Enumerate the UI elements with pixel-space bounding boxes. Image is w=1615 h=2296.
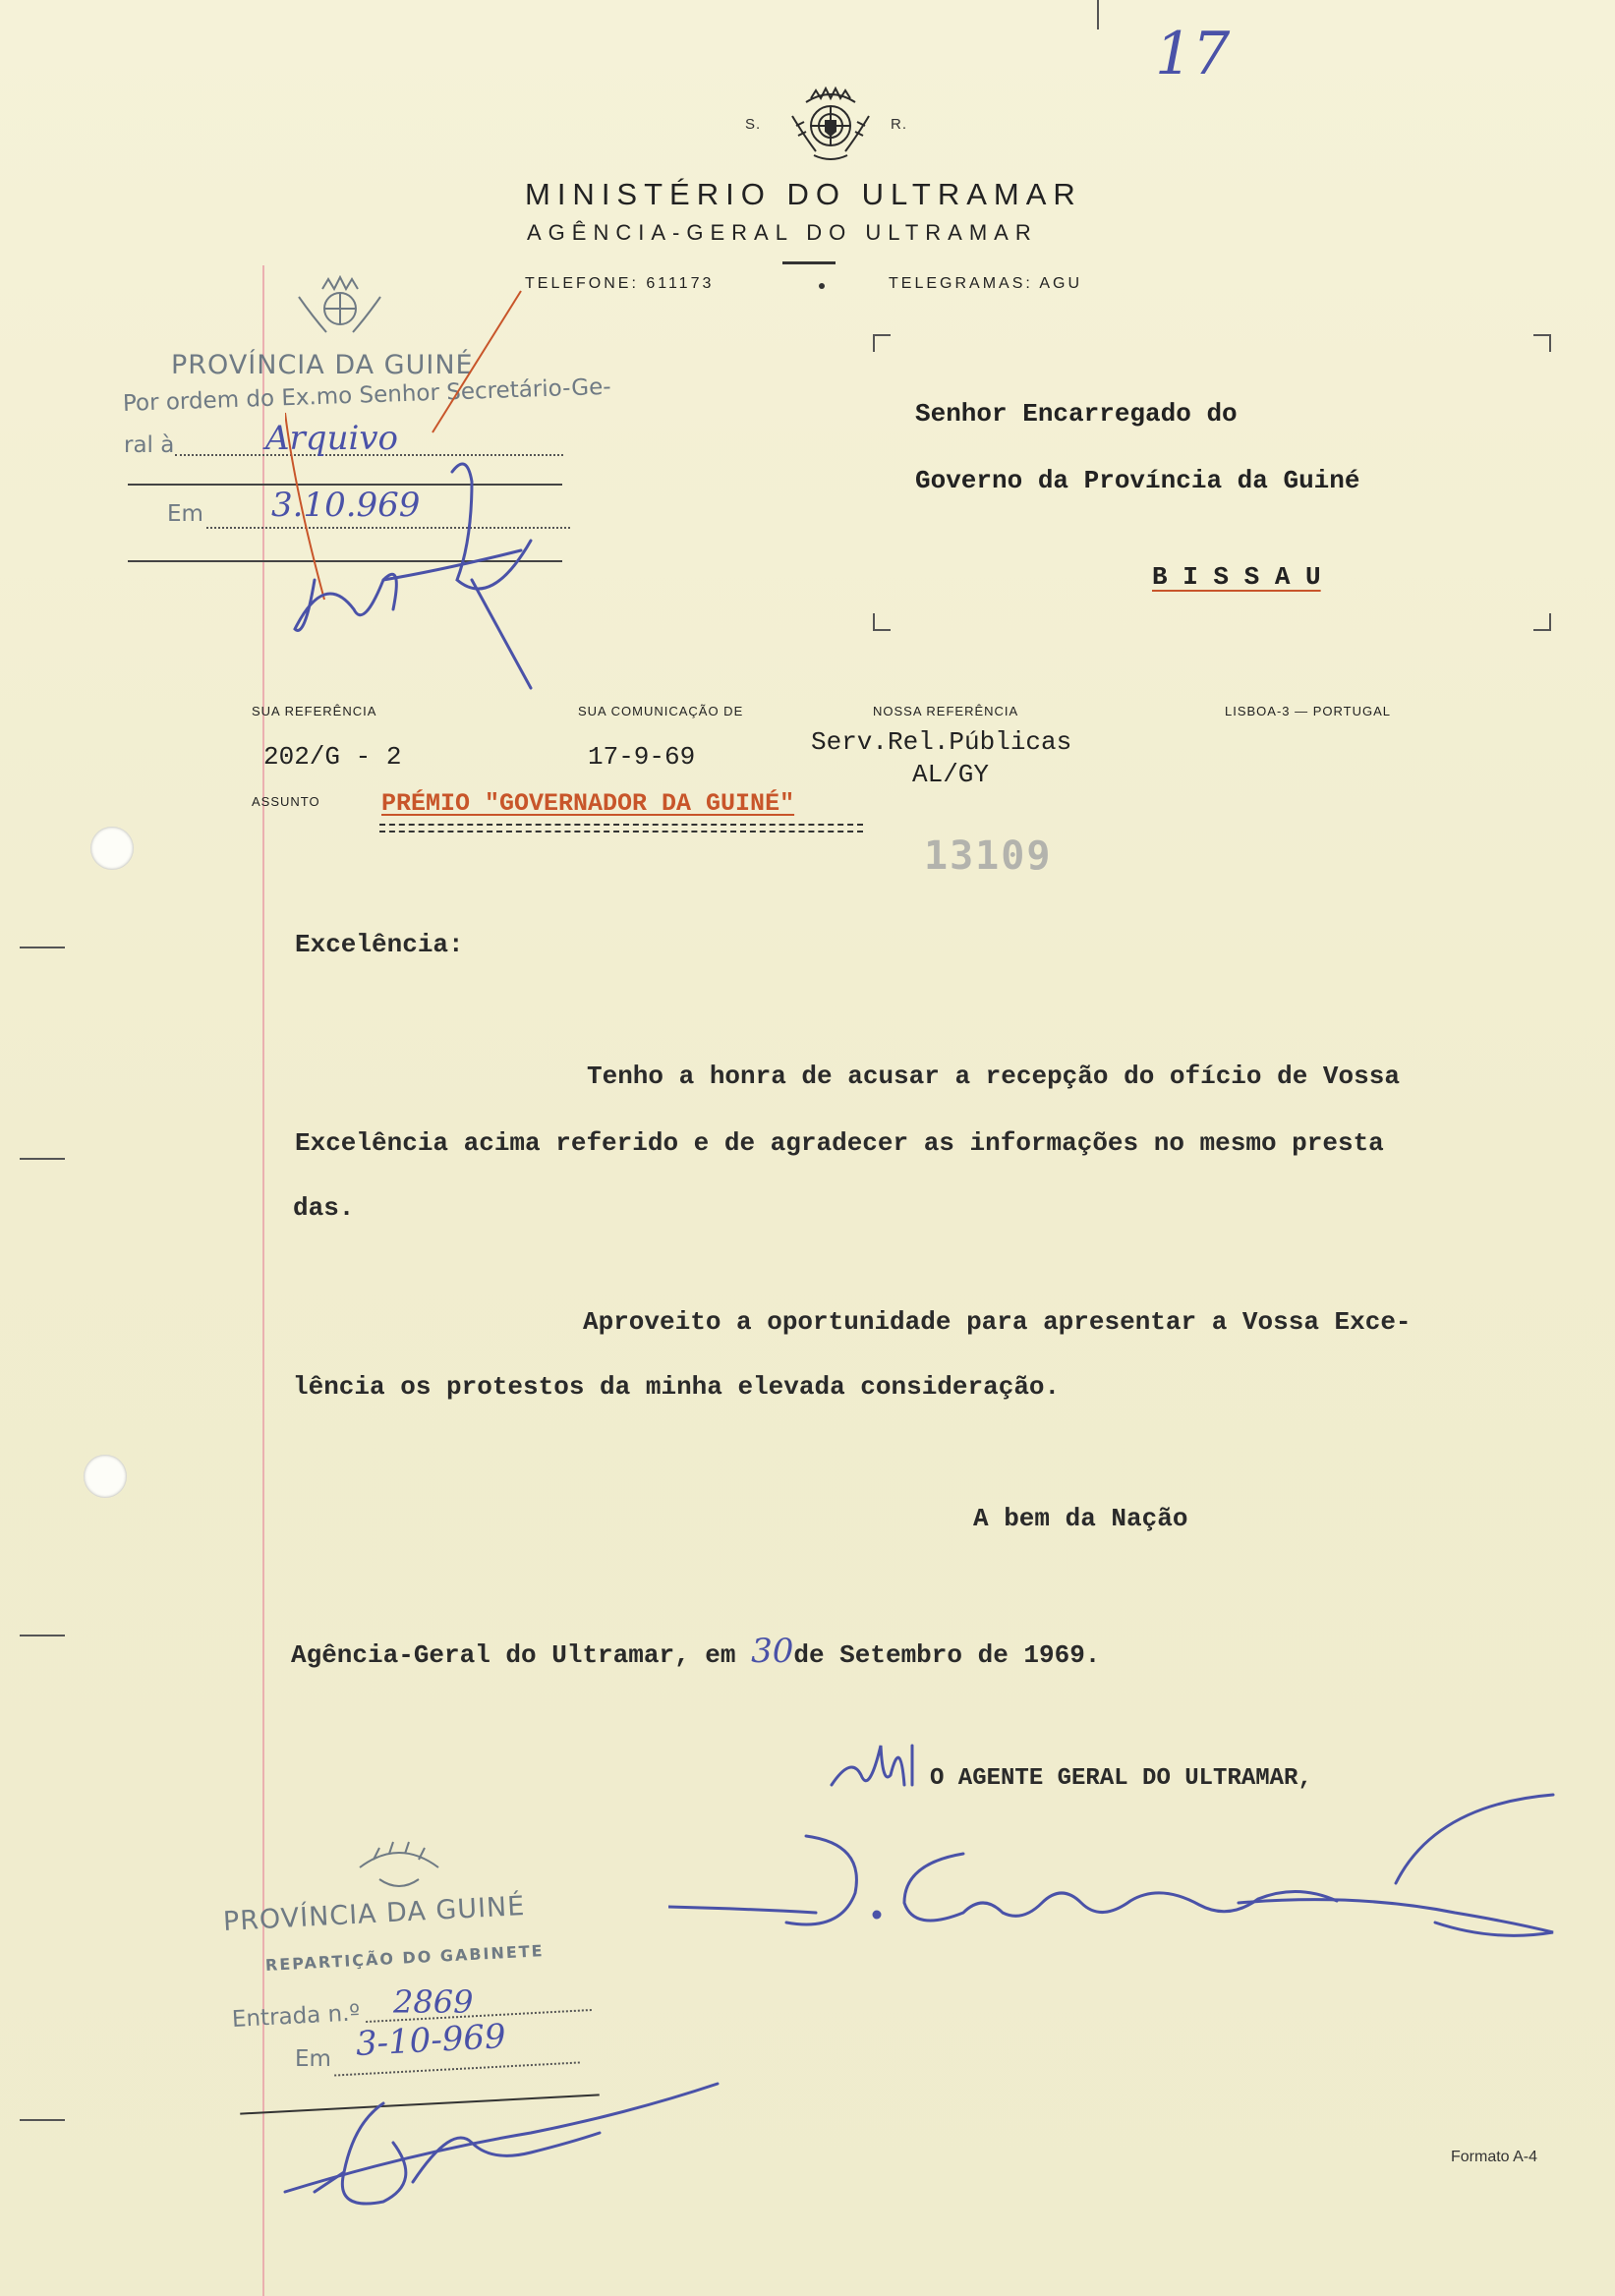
punch-hole — [90, 827, 134, 870]
subject-double-rule — [379, 824, 863, 832]
entry-stamp-office: REPARTIÇÃO DO GABINETE — [264, 1941, 546, 1975]
routing-stamp-to-prefix: ral à — [124, 432, 175, 458]
entry-stamp-crown-icon — [350, 1838, 448, 1893]
recipient-city: B I S S A U — [1152, 562, 1321, 592]
body-paragraph-2-line-1: Aproveito a oportunidade para apresentar a Vossa Exce- — [583, 1307, 1412, 1337]
dateline-day: 30 — [751, 1632, 794, 1671]
routing-stamp-date-prefix: Em — [167, 501, 203, 527]
our-reference-value-1: Serv.Rel.Públicas — [811, 727, 1072, 757]
body-paragraph-1-line-1: Tenho a honra de acusar a recepção do ofício de Vossa — [587, 1062, 1400, 1091]
salutation: Excelência: — [295, 930, 464, 959]
our-reference-label: NOSSA REFERÊNCIA — [873, 704, 1019, 718]
ministry-title: MINISTÉRIO DO ULTRAMAR — [525, 177, 1082, 211]
margin-rule — [262, 265, 264, 2296]
entry-stamp-number-prefix: Entrada n.º — [231, 2000, 361, 2033]
routing-stamp-province: PROVÍNCIA DA GUINÉ — [171, 350, 474, 380]
recipient-line-2: Governo da Província da Guiné — [915, 466, 1360, 495]
page-number: 17 — [1155, 20, 1231, 88]
top-rule — [1097, 0, 1099, 29]
fold-tick — [20, 947, 65, 948]
dateline — [291, 1632, 1100, 1671]
punch-hole — [84, 1455, 127, 1498]
routing-stamp-date-value: 3.10.969 — [271, 486, 421, 525]
signer-title: O AGENTE GERAL DO ULTRAMAR, — [930, 1765, 1312, 1792]
registry-number-stamp: 13109 — [924, 833, 1053, 879]
entry-stamp-signature — [275, 2064, 727, 2221]
recipient-line-1: Senhor Encarregado do — [915, 399, 1238, 429]
crop-mark — [1533, 613, 1551, 631]
form-format-label: Formato A-4 — [1451, 2149, 1538, 2165]
letterhead-left-initial: S. — [745, 116, 762, 133]
fold-tick — [20, 2119, 65, 2121]
body-paragraph-1-line-3: das. — [293, 1193, 355, 1223]
agency-title: AGÊNCIA-GERAL DO ULTRAMAR — [527, 220, 1038, 245]
separator-dot — [819, 283, 825, 289]
our-reference-value-2: AL/GY — [912, 760, 990, 789]
telegrams-line: TELEGRAMAS: AGU — [889, 275, 1083, 292]
subject-label: ASSUNTO — [252, 794, 320, 809]
dateline-prefix: Agência-Geral do Ultramar, em — [291, 1640, 736, 1670]
body-paragraph-1-line-2: Excelência acima referido e de agradecer as informações no mesmo presta — [295, 1128, 1384, 1158]
telephone-line: TELEFONE: 611173 — [525, 275, 715, 292]
subject-value: PRÉMIO "GOVERNADOR DA GUINÉ" — [381, 789, 795, 818]
entry-stamp-date-prefix: Em — [295, 2046, 331, 2072]
fold-tick — [20, 1158, 65, 1160]
entry-stamp-province: PROVÍNCIA DA GUINÉ — [222, 1890, 526, 1937]
body-paragraph-2-line-2: lência os protestos da minha elevada consideração. — [293, 1372, 1061, 1402]
place-label: LISBOA-3 — PORTUGAL — [1225, 704, 1392, 718]
your-communication-value: 17-9-69 — [588, 742, 696, 772]
letterhead-rule — [782, 261, 836, 264]
entry-stamp-date-value: 3-10-969 — [354, 2017, 507, 2064]
routing-stamp-to-value: Arquivo — [265, 419, 399, 458]
your-communication-label: SUA COMUNICAÇÃO DE — [578, 704, 744, 718]
crop-mark — [873, 334, 891, 352]
fold-tick — [20, 1635, 65, 1636]
coat-of-arms-icon — [786, 86, 875, 163]
signature-icon — [668, 1785, 1573, 1962]
your-reference-value: 202/G - 2 — [263, 742, 402, 772]
crop-mark — [1533, 334, 1551, 352]
your-reference-label: SUA REFERÊNCIA — [252, 704, 377, 718]
closing-phrase: A bem da Nação — [973, 1504, 1188, 1533]
dateline-suffix: de Setembro de 1969. — [793, 1640, 1101, 1670]
routing-initials-signature — [285, 285, 550, 698]
letterhead-right-initial: R. — [891, 116, 907, 133]
crop-mark — [873, 613, 891, 631]
routing-stamp-order-line: Por ordem do Ex.mo Senhor Secretário-Ge- — [122, 373, 611, 417]
entry-stamp-number-value: 2869 — [393, 1983, 474, 2021]
